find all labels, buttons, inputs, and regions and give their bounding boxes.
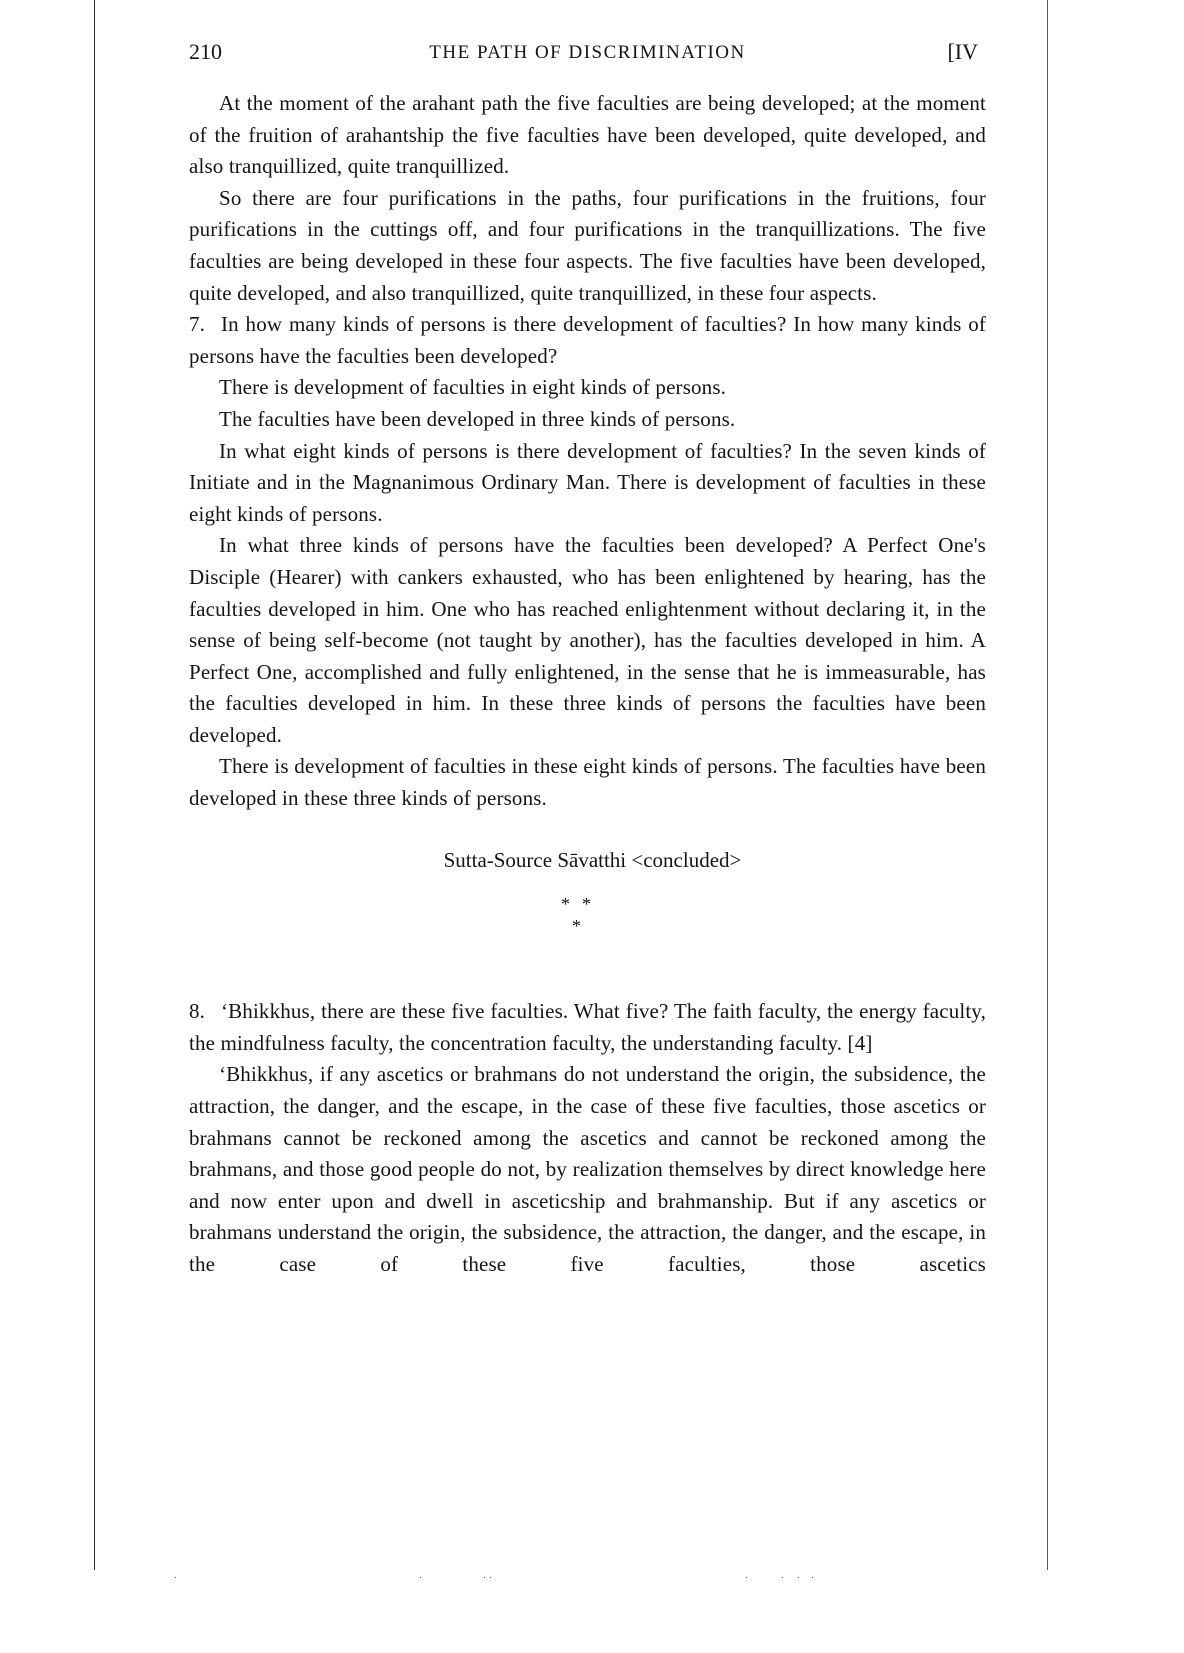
- scan-border-right: [1047, 0, 1048, 1570]
- scan-speck: [746, 1577, 747, 1578]
- scan-speck: [484, 1577, 485, 1578]
- section-7-question: [189, 309, 986, 372]
- paragraph: The faculties have been developed in three kinds of persons.: [219, 406, 736, 431]
- section-8-opening: [189, 996, 986, 1059]
- paragraph: ‘Bhikkhus, if any ascetics or brahmans do not understand the origin, the subsidence, the attraction, the danger, and the escape, in the case of these five faculties, those ascetics or brahmans cannot be reckoned among the ascetics and cannot be reckoned among the brahmans, and those good people do not, by realization themselves by direct knowledge here and now enter upon and dwell in asceticship and brahmanship. But if any ascetics or brahmans understand the origin, the subsidence, the attraction, the danger, and the escape, in the case of these five faculties, those ascetics: [189, 1062, 986, 1276]
- scan-border-left: [94, 0, 95, 1570]
- page-number: 210: [189, 39, 222, 64]
- scan-speck: [782, 1577, 783, 1578]
- asterisk-icon: *: [561, 894, 570, 915]
- scan-speck: [812, 1577, 813, 1578]
- scan-speck: [490, 1577, 491, 1578]
- asterism-divider: [189, 890, 986, 960]
- asterisk-icon: *: [572, 916, 581, 937]
- body-text: [189, 88, 986, 815]
- opening-text: ‘Bhikkhus, there are these five faculties. What five? The faith faculty, the energy faculty, the mindfulness faculty, the concentration faculty, the understanding faculty. [4]: [189, 999, 986, 1055]
- section-number: 7.: [189, 312, 206, 337]
- paragraph: In what eight kinds of persons is there development of faculties? In the seven kinds of Initiate and in the Magnanimous Ordinary Man. There is development of faculties in these eight kinds of persons.: [189, 438, 986, 526]
- running-title: THE PATH OF DISCRIMINATION: [429, 42, 746, 63]
- asterisk-icon: *: [582, 894, 591, 915]
- question-text: In how many kinds of persons is there development of faculties? In how many kinds of persons have the faculties been developed?: [189, 312, 986, 368]
- sutta-source-line: Sutta-Source Sāvatthi <concluded>: [443, 847, 742, 872]
- book-page: [189, 34, 986, 1281]
- scan-speck: [420, 1577, 421, 1578]
- chapter-marker: [IV: [947, 39, 978, 64]
- running-head: [189, 34, 986, 70]
- scan-speck: [798, 1577, 799, 1578]
- section-8: [189, 996, 986, 1280]
- paragraph: In what three kinds of persons have the faculties been developed? A Perfect One's Disciple (Hearer) with cankers exhausted, who has been enlightened by hearing, has the faculties developed in him. One who has reached enlightenment without declaring it, in the sense of being self-become (not taught by another), has the faculties developed in him. A Perfect One, accomplished and fully enlightened, in the sense that he is immeasurable, has the faculties developed in him. In these three kinds of persons the faculties have been developed.: [189, 533, 986, 747]
- paragraph: So there are four purifications in the paths, four purifications in the fruitions, four purifications in the cuttings off, and four purifications in the tranquillizations. The five faculties are being developed in these four aspects. The five faculties have been developed, quite developed, and also tranquillized, quite tranquillized, in these four aspects.: [189, 185, 986, 305]
- section-number: 8.: [189, 999, 206, 1024]
- paragraph: At the moment of the arahant path the five faculties are being developed; at the moment of the fruition of arahantship the five faculties have been developed, quite developed, and also tranquillized, quite tranquillized.: [189, 91, 986, 179]
- scan-speck: [175, 1577, 176, 1578]
- paragraph: There is development of faculties in eight kinds of persons.: [219, 375, 727, 400]
- scan-specks: [0, 1577, 1184, 1581]
- paragraph: There is development of faculties in these eight kinds of persons. The faculties have been developed in these three kinds of persons.: [189, 754, 986, 811]
